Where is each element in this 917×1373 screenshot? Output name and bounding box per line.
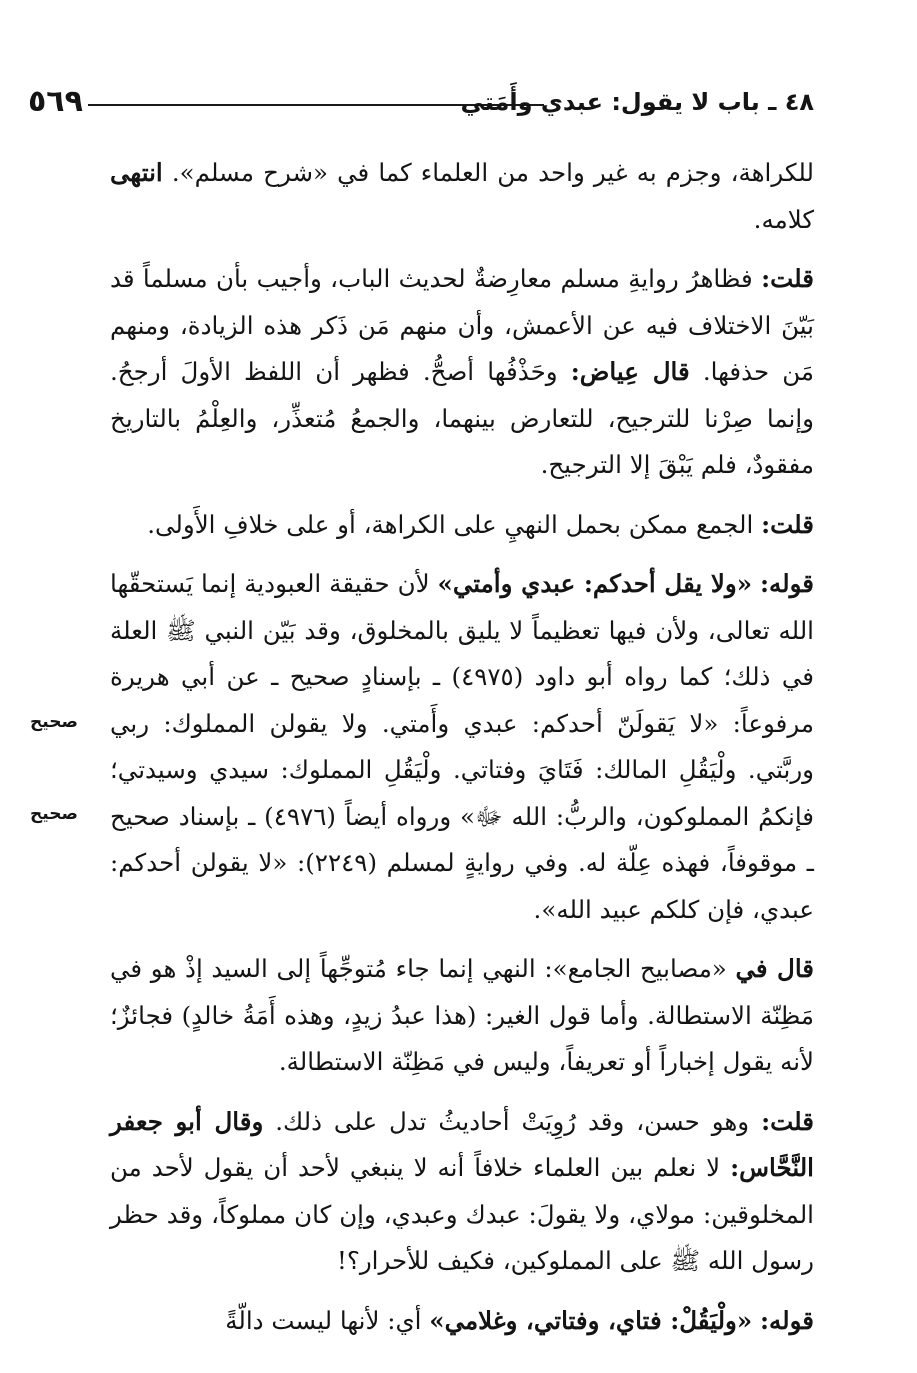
paragraph-quote: «ولا يقل أحدكم: عبدي وأمتي» xyxy=(437,569,753,598)
margin-note-sahih: صحيح xyxy=(30,804,78,824)
paragraph-lead: قلت: xyxy=(761,264,814,293)
paragraph-text: «مصابيح الجامع»: النهي إنما جاء مُتوجِّهاً إلى السيد إذْ هو في مَظِنّة الاستطالة. وأما قول الغير: (هذا عبدُ زيدٍ، وهذه أَمَةُ خالدٍ) فجائزٌ؛ لأنه يقول إخباراً أو تعريفاً، وليس في مَظِنّة الاستطالة. xyxy=(110,954,814,1076)
paragraph-lead: قلت: xyxy=(761,1106,814,1136)
paragraph-text: فظاهرُ روايةِ مسلم معارِضةٌ لحديث الباب، وأجيب بأن مسلماً قد بَيّنَ الاختلاف فيه عن الأعمش، وأن منهم مَن ذَكر هذه الزيادة، ومنهم مَن حذفها. xyxy=(110,264,815,386)
paragraph-text: الجمع ممكن بحمل النهيِ على الكراهة، أو على خلافِ الأَولى. xyxy=(147,509,754,539)
paragraph xyxy=(110,561,814,933)
paragraph-mid-lead: وقال أبو جعفر النَّحَّاس: xyxy=(110,1106,814,1182)
paragraph-tail: وحَذْفُها أصحُّ. فظهر أن اللفظ الأولَ أرجحُ. وإنما صِرْنا للترجيح، للتعارض بينهما، والجمعُ مُتعذِّر، والعِلْمُ بالتاريخ مفقودٌ، فلم يَبْقَ إلا الترجيح. xyxy=(110,357,814,479)
paragraph-text: وهو حسن، وقد رُوِيَتْ أحاديثُ تدل على ذلك. xyxy=(275,1106,750,1136)
margin-note-sahih: صحيح xyxy=(30,712,78,732)
paragraph-tail: كلامه. xyxy=(753,204,814,234)
paragraph xyxy=(110,946,814,1086)
paragraph-text: لأن حقيقة العبودية إنما يَستحقّها الله تعالى، ولأن فيها تعظيماً لا يليق بالمخلوق، وقد بَيّن النبي ﷺ العلة في ذلك؛ كما رواه أبو داود (٤٩٧٥) ـ بإسنادٍ صحيح ـ عن أبي هريرة مرفوعاً: «لا يَقولَنّ أحدكم: عبدي وأَمتي. ولا يقولن المملوك: ربي وربَّتي. ولْيَقُلِ المالك: فَتَايَ وفتاتي. ولْيَقُلِ المملوك: سيدي وسيدتي؛ فإنكمُ المملوكون، والربُّ: الله ﷻ» ورواه أيضاً (٤٩٧٦) ـ بإسناد صحيح ـ موقوفاً، فهذه عِلّة له. وفي روايةٍ لمسلم (٢٢٤٩): «لا يقولن أحدكم: عبدي، فإن كلكم عبيد الله». xyxy=(110,569,814,924)
paragraph xyxy=(110,256,814,489)
main-text xyxy=(110,150,814,1357)
paragraph-mid-lead: قال عِياض: xyxy=(570,357,690,386)
paragraph-text: للكراهة، وجزم به غير واحد من العلماء كما في «شرح مسلم». xyxy=(171,158,814,187)
paragraph-text: أي: لأنها ليست دالّةً xyxy=(225,1305,422,1335)
paragraph-lead: قوله: xyxy=(759,1305,814,1335)
paragraph xyxy=(110,502,814,549)
paragraph xyxy=(110,1099,814,1285)
paragraph-tail-lead: انتهى xyxy=(110,158,163,187)
paragraph-quote: «ولْيَقُلْ: فتاي، وفتاتي، وغلامي» xyxy=(429,1305,753,1335)
paragraph xyxy=(110,1298,814,1345)
paragraph-tail: لا نعلم بين العلماء خلافاً أنه لا ينبغي لأحد أن يقول لأحد من المخلوقين: مولاي، ولا يقولَ: عبدك وعبدي، وإن كان مملوكاً، وقد حظر رسول الله ﷺ على المملوكين، فكيف للأحرار؟! xyxy=(110,1153,814,1275)
page-number: ٥٦٩ xyxy=(28,84,83,119)
running-title: ٤٨ ـ باب لا يقول: عبدي وأَمَتي xyxy=(460,88,814,116)
paragraph xyxy=(110,150,814,243)
paragraph-lead: قلت: xyxy=(761,509,814,539)
paragraph-lead: قوله: xyxy=(759,569,814,598)
page-header xyxy=(28,82,814,122)
paragraph-lead: قال في xyxy=(735,954,815,983)
